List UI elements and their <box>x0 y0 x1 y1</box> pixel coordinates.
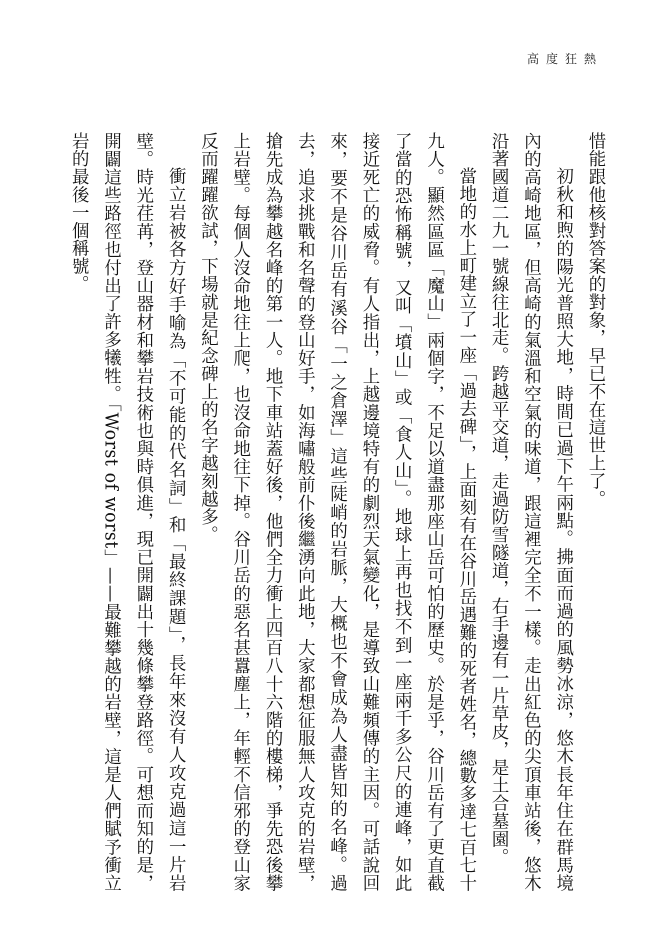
paragraph-4: 衝立岩被各方好手喻為「不可能的代名詞」和「最終課題」，長年來沒有人攻克過這一片岩壁。時光荏苒，登山器材和攀岩技術也與時俱進，現已開闢出十幾條攀登路徑。可想而知的是，開闢這些路徑也付出了許多犧牲。「Worst of worst」——最難攀越的岩壁，這是人們賦予衝立岩的最後一個稱號。 <box>68 132 186 892</box>
paragraph-2: 初秋和煦的陽光普照大地，時間已過下午兩點。拂面而過的風勢冰涼，悠木長年住在群馬境內的高崎地區，但高崎的氣溫和空氣的味道，跟這裡完全不一樣。走出紅色的尖頂車站後，悠木沿著國道二九一號線往北走。跨越平交道，走過防雪隧道，右手邊有一片草皮，是土合墓園。 <box>488 132 573 892</box>
body-text <box>43 132 611 892</box>
paragraph-3: 當地的水上町建立了一座「過去碑」，上面刻有在谷川岳遇難的死者姓名，總數多達七百七十九人。顯然區區「魔山」兩個字，不足以道盡那座山岳可怕的歷史。於是乎，谷川岳有了更直截了當的恐怖稱號，又叫「墳山」或「食人山」。地球上再也找不到一座兩千多公尺的連峰，如此接近死亡的威脅。有人指出，上越邊境特有的劇烈天氣變化，是導致山難頻傳的主因。可話說回來，要不是谷川岳有溪谷「一之倉澤」這些陡峭的岩脈，大概也不會成為人盡皆知的名峰。過去，追求挑戰和名聲的登山好手，如海嘯般前仆後繼湧向此地，大家都想征服無人攻克的岩壁，搶先成為攀越名峰的第一人。地下車站蓋好後，他們全力衝上四百八十六階的樓梯，爭先恐後攀上岩壁。每個人沒命地往上爬，也沒命地往下掉。谷川岳的惡名甚囂塵上，年輕不信邪的登山家反而躍躍欲試，下場就是紀念碑上的名字越刻越多。 <box>197 132 476 892</box>
paragraph-1: 惜能跟他核對答案的對象，早已不在這世上了。 <box>585 132 605 508</box>
running-title: 高度狂熱 <box>526 52 603 66</box>
